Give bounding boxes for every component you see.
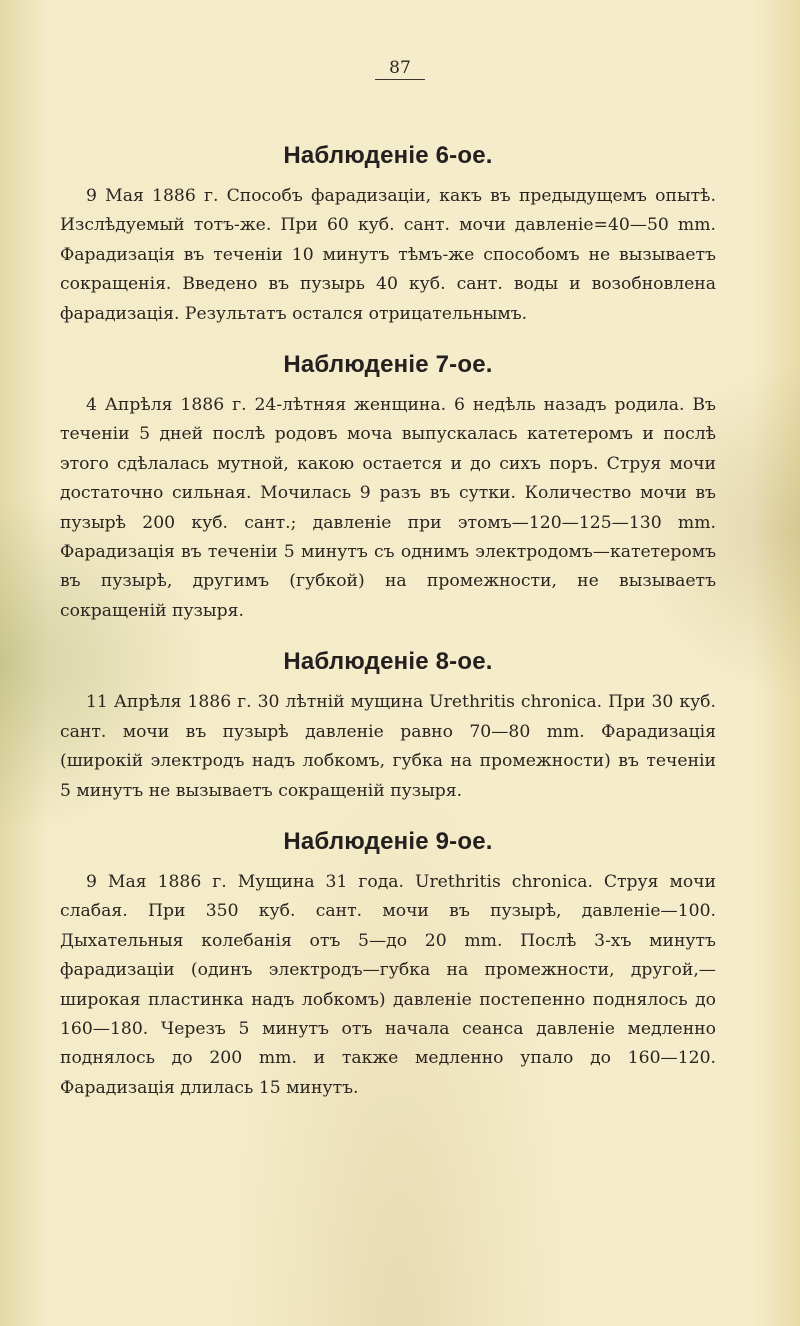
observation-9-title: Наблюденіе 9-ое.	[283, 827, 493, 855]
observation-8-text: 11 Апрѣля 1886 г. 30 лѣтній мущина Urethritis chronica. При 30 куб. сант. мочи въ пузырѣ давленіе равно 70—80 mm. Фарадизація (широкій электродъ надъ лобкомъ, губка на промежности) въ теченіи 5 минутъ не вызываетъ сокращеній пузыря.	[60, 692, 716, 801]
page-content	[60, 130, 716, 1125]
observation-9-text: 9 Мая 1886 г. Мущина 31 года. Urethritis chronica. Струя мочи слабая. При 350 куб. сант. мочи въ пузырѣ, давленіе—100. Дыхательныя колебанія отъ 5—до 20 mm. Послѣ 3-хъ минутъ фарадизаціи (одинъ электродъ—губка на промежности, другой,—широкая пластинка надъ лобкомъ) давленіе постепенно поднялось до 160—180. Черезъ 5 минутъ отъ начала сеанса давленіе медленно поднялось до 200 mm. и также медленно упало до 160—120. Фарадизація длилась 15 минутъ.	[60, 871, 716, 1098]
observation-6-title: Наблюденіе 6-ое.	[283, 142, 493, 169]
observation-9	[60, 828, 716, 1103]
page-number: 87	[0, 58, 800, 80]
observation-7-text: 4 Апрѣля 1886 г. 24-лѣтняя женщина. 6 недѣль назадъ родила. Въ теченіи 5 дней послѣ родовъ моча выпускалась катетеромъ и послѣ этого сдѣлалась мутной, какою остается и до сихъ поръ. Струя мочи достаточно сильная. Мочилась 9 разъ въ сутки. Количество мочи въ пузырѣ 200 куб. сант.; давленіе при этомъ—120—125—130 mm. Фарадизація въ теченіи 5 минутъ съ однимъ электродомъ—катетеромъ въ пузырѣ, другимъ (губкой) на промежности, не вызываетъ сокращеній пузыря.	[60, 395, 716, 621]
observation-8-title: Наблюденіе 8-ое.	[283, 648, 493, 676]
observation-7	[60, 351, 716, 626]
observation-6	[60, 142, 716, 329]
observation-7-title: Наблюденіе 7-ое.	[283, 351, 493, 379]
observation-8	[60, 648, 716, 806]
observation-6-text: 9 Мая 1886 г. Способъ фарадизаціи, какъ въ предыдущемъ опытѣ. Изслѣдуемый тотъ-же. При 60 куб. сант. мочи давленіе=40—50 mm. Фарадизація въ теченіи 10 минутъ тѣмъ-же способомъ не вызываетъ сокращенія. Введено въ пузырь 40 куб. сант. воды и возобновлена фарадизація. Результатъ остался отрицательнымъ.	[60, 186, 716, 324]
